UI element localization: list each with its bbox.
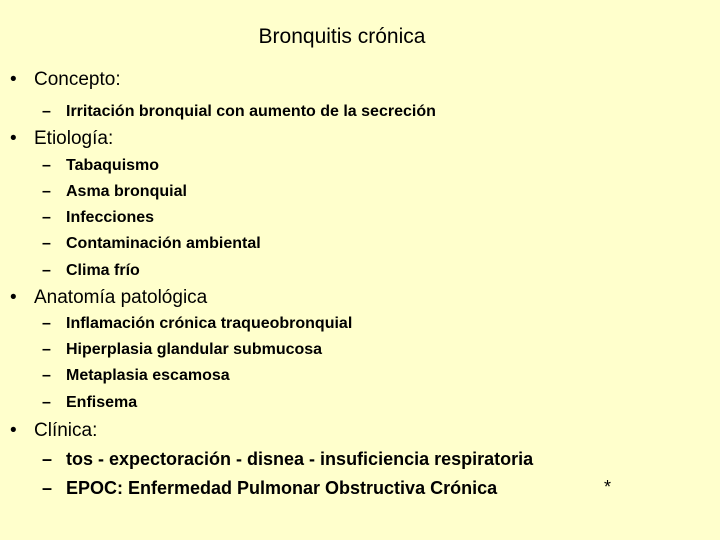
- item-text: Tabaquismo: [66, 157, 160, 174]
- dash-icon: –: [42, 367, 51, 384]
- slide-title: Bronquitis crónica: [258, 25, 426, 48]
- etiologia-item: [42, 182, 187, 202]
- item-text: EPOC: Enfermedad Pulmonar Obstructiva Crónica: [66, 478, 498, 498]
- item-text: Inflamación crónica traqueobronquial: [66, 315, 353, 332]
- item-text: Metaplasia escamosa: [66, 367, 230, 384]
- dash-icon: –: [42, 449, 53, 469]
- dash-icon: –: [42, 341, 51, 358]
- item-text: Clima frío: [66, 262, 140, 279]
- etiologia-item: [42, 156, 159, 176]
- heading-anatomia: Anatomía patológica: [34, 287, 208, 308]
- item-text: Asma bronquial: [66, 183, 187, 200]
- bullet-concepto: [10, 69, 121, 91]
- heading-clinica: Clínica:: [34, 420, 98, 441]
- bullet-icon: •: [10, 287, 17, 308]
- etiologia-item: [42, 208, 154, 228]
- dash-icon: –: [42, 235, 51, 252]
- clinica-item: [42, 448, 533, 470]
- etiologia-item: [42, 234, 261, 254]
- dash-icon: –: [42, 209, 51, 226]
- concepto-item: [42, 102, 436, 122]
- heading-etiologia: Etiología:: [34, 128, 114, 149]
- item-text: Hiperplasia glandular submucosa: [66, 341, 323, 358]
- anatomia-item: [42, 366, 230, 386]
- anatomia-item: [42, 314, 352, 334]
- dash-icon: –: [42, 183, 51, 200]
- heading-concepto: Concepto:: [34, 69, 121, 90]
- item-text: Infecciones: [66, 209, 155, 226]
- dash-icon: –: [42, 157, 51, 174]
- dash-icon: –: [42, 315, 51, 332]
- dash-icon: –: [42, 103, 51, 120]
- dash-icon: –: [42, 394, 51, 411]
- item-text: Irritación bronquial con aumento de la secreción: [66, 103, 436, 120]
- bullet-icon: •: [10, 128, 17, 149]
- bullet-clinica: [10, 420, 97, 442]
- item-text: Contaminación ambiental: [66, 235, 261, 252]
- item-text: tos - expectoración - disnea - insuficiencia respiratoria: [66, 449, 534, 469]
- dash-icon: –: [42, 262, 51, 279]
- anatomia-item: [42, 340, 322, 360]
- footnote-mark: *: [604, 477, 612, 497]
- dash-icon: –: [42, 478, 53, 498]
- anatomia-item: [42, 393, 137, 413]
- clinica-item: [42, 477, 497, 499]
- bullet-anatomia: [10, 287, 207, 309]
- bullet-etiologia: [10, 128, 113, 150]
- item-text: Enfisema: [66, 394, 138, 411]
- bullet-icon: •: [10, 69, 17, 90]
- etiologia-item: [42, 261, 140, 281]
- bullet-icon: •: [10, 420, 17, 441]
